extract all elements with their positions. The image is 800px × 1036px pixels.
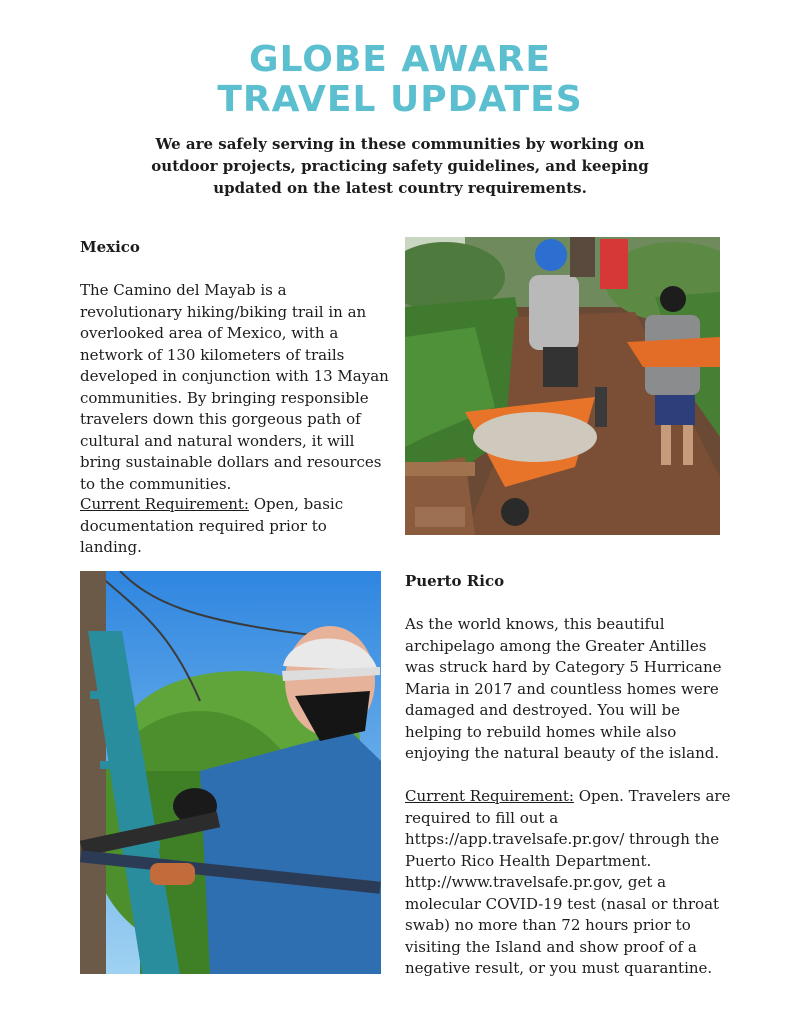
mexico-requirement-label: Current Requirement: xyxy=(80,495,249,513)
mexico-trail-photo xyxy=(405,237,720,535)
title-line-1: GLOBE AWARE xyxy=(249,39,551,80)
mexico-description: The Camino del Mayab is a revolutionary hiking/biking trail in an overlooked area of Mexico, with a network of 130 kilometers of trails developed in conjunction with 13 Mayan communities. By bringing responsible travelers down this gorgeous path of cultural and natural wonders, it will bring sustainable dollars and resources to the communities. xyxy=(80,281,389,493)
puerto-rico-volunteer-photo xyxy=(80,571,381,974)
puerto-rico-description: As the world knows, this beautiful archipelago among the Greater Antilles was struck hard by Category 5 Hurricane Maria in 2017 and countless homes were damaged and destroyed. You will be helping to rebuild homes while also enjoying the natural beauty of the island. xyxy=(405,615,722,762)
page-title xyxy=(0,40,800,120)
mexico-heading: Mexico xyxy=(80,238,140,256)
title-line-2: TRAVEL UPDATES xyxy=(217,79,583,120)
puerto-rico-requirement xyxy=(405,786,740,980)
puerto-rico-heading: Puerto Rico xyxy=(405,572,505,590)
puerto-rico-requirement-text: Open. Travelers are required to fill out a https://app.travelsafe.pr.gov/ through the Puerto Rico Health Department. http://www.travelsafe.pr.gov, get a molecular COVID-19 test (nasal or throat swab) no more than 72 hours prior to visiting the Island and show proof of a negative result, or you must quarantine. xyxy=(405,787,731,977)
puerto-rico-requirement-label: Current Requirement: xyxy=(405,787,574,805)
mexico-requirement-text: Open, basic documentation required prior to landing. xyxy=(80,495,344,556)
intro-text: We are safely serving in these communities by working on outdoor projects, practicing safety guidelines, and keeping updated on the latest country requirements. xyxy=(151,135,649,197)
mexico-requirement xyxy=(80,494,390,559)
